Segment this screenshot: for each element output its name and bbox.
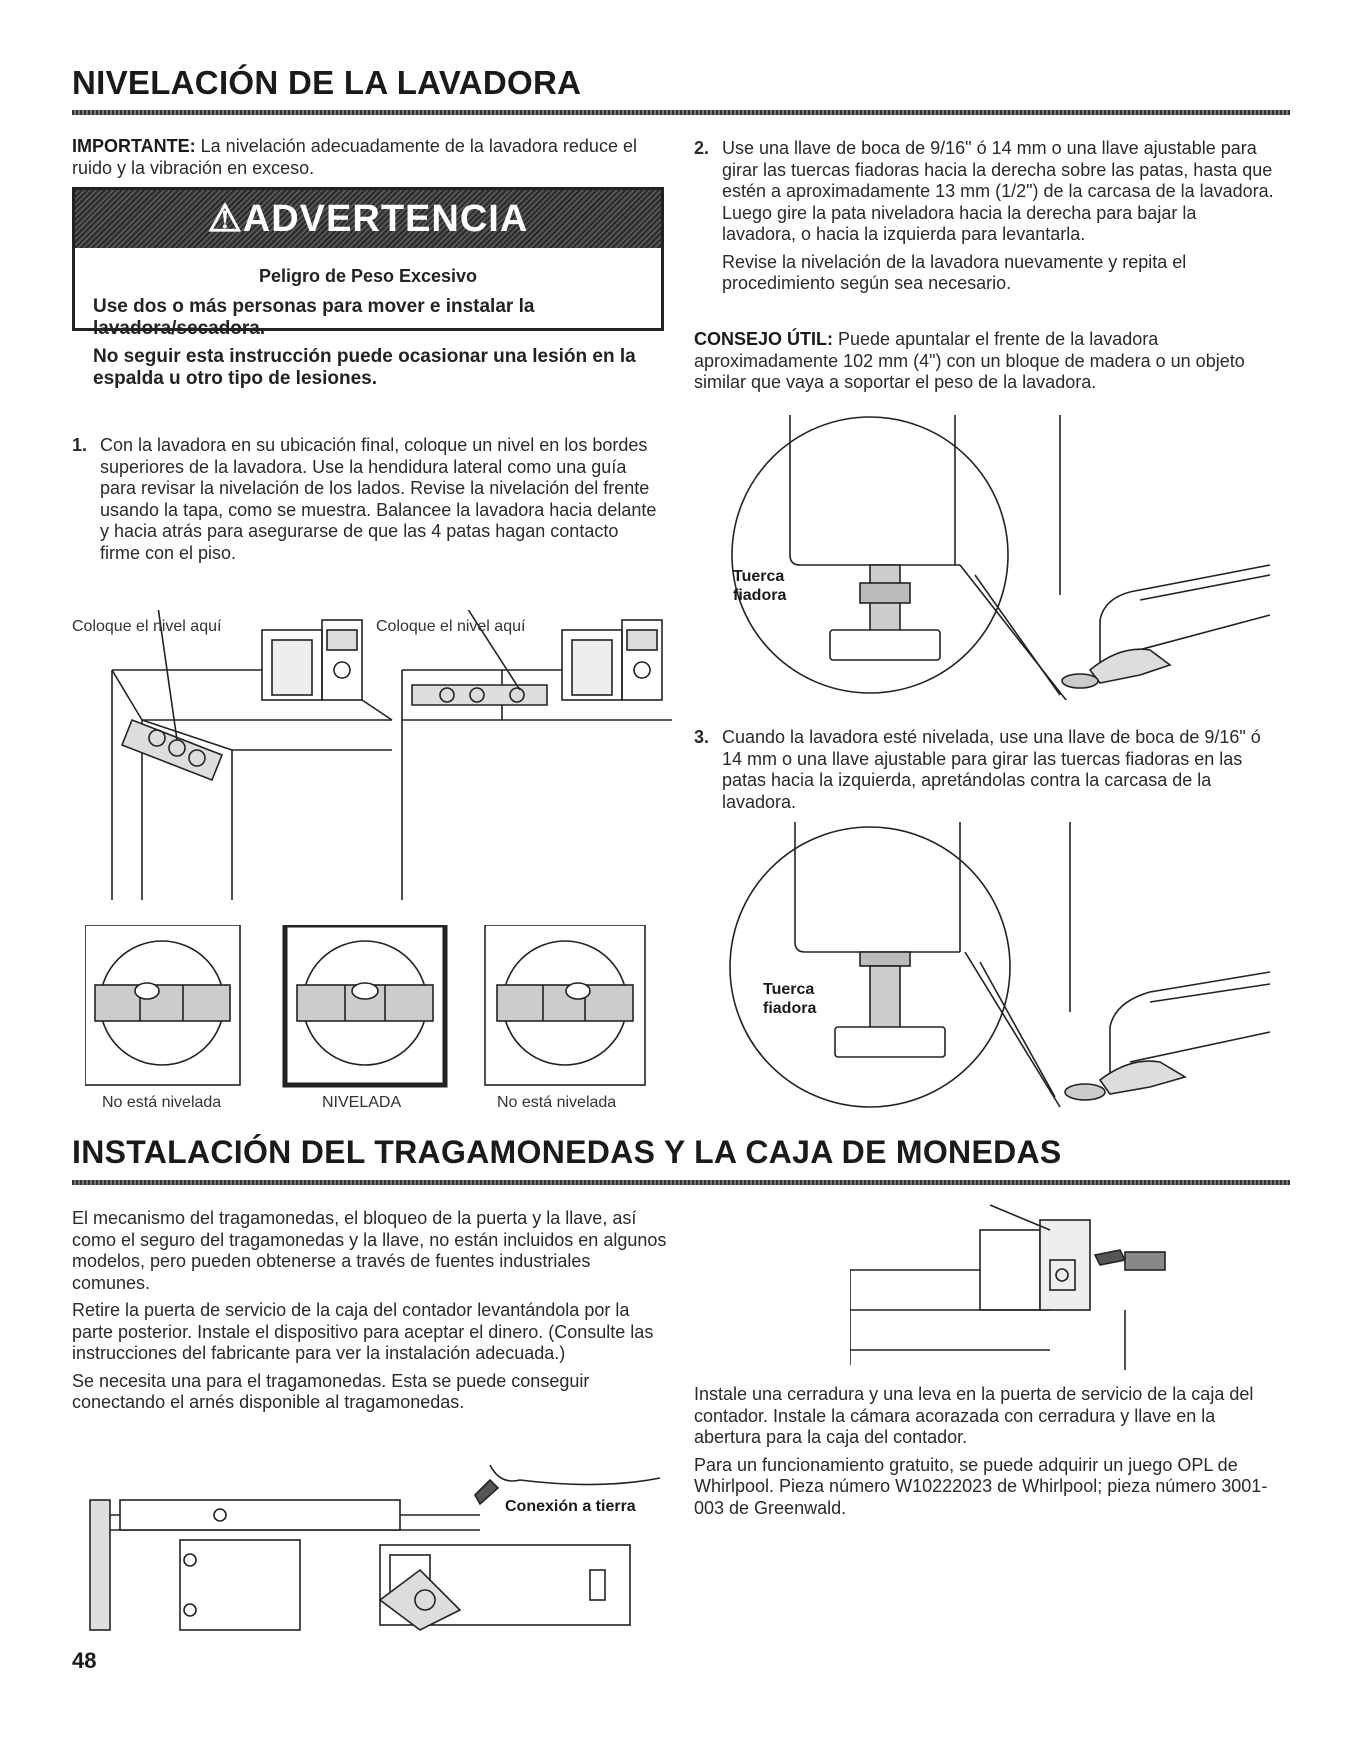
coin-right-column (694, 1384, 1284, 1519)
tip-paragraph (694, 329, 1284, 394)
warning-header (75, 190, 661, 248)
nut-label-1-line-2: fiadora (733, 587, 787, 604)
lock-nut-illustration-1 (720, 415, 1280, 700)
step-number: 3. (694, 727, 710, 747)
callout-right: Coloque el nivel aquí (376, 618, 526, 635)
step-2-text: Use una llave de boca de 9/16" ó 14 mm o una llave ajustable para girar las tuercas fiadoras hacia la derecha sobre las patas, hasta que estén a aproximadamente 13 mm (1/2") de la carcasa de la lavadora. Luego gire la pata niveladora hacia la derecha para bajar la lavadora, o hacia la izquierda para levantarla. (722, 138, 1274, 244)
tip-text: Puede apuntalar el frente de la lavadora aproximadamente 102 mm (4") con un bloque de madera o un objeto similar que vaya a soportar el peso de la lavadora. (694, 329, 1245, 392)
warning-triangle-icon: ⚠ (207, 198, 243, 240)
nut-label-2-line-2: fiadora (763, 1000, 817, 1017)
step-2-text-2: Revise la nivelación de la lavadora nuevamente y repita el procedimiento según sea necesario. (722, 251, 1187, 293)
callout-left: Coloque el nivel aquí (72, 618, 222, 635)
step-number: 1. (72, 435, 88, 455)
level-caption-3: No está nivelada (497, 1094, 617, 1111)
important-text: La nivelación adecuadamente de la lavadora reduce el ruido y la vibración en exceso. (72, 136, 637, 178)
important-label: IMPORTANTE: (72, 136, 196, 156)
warning-box (72, 187, 664, 389)
level-caption-2: NIVELADA (322, 1094, 402, 1111)
page-number: 48 (72, 1648, 97, 1673)
important-note (72, 136, 662, 179)
tip-label: CONSEJO ÚTIL: (694, 329, 834, 349)
coin-paragraph-1: El mecanismo del tragamonedas, el bloqueo de la puerta y la llave, así como el seguro del tragamonedas y la llave, no están incluidos en algunos modelos, pero pueden obtenerse a través de fuentes industriales comunes. (72, 1208, 667, 1293)
coin-paragraph-2: Retire la puerta de servicio de la caja del contador levantándola por la parte posterior. Instale el dispositivo para aceptar el dinero. (Consulte las instrucciones del fabricante para ver la instalación adecuada.) (72, 1300, 654, 1363)
warning-line-2: No seguir esta instrucción puede ocasionar una lesión en la espalda u otro tipo de lesiones. (93, 346, 636, 389)
nut-label-2-line-1: Tuerca (763, 981, 815, 998)
coin-paragraph-4: Instale una cerradura y una leva en la puerta de servicio de la caja del contador. Instale la cámara acorazada con cerradura y llave en la abertura para la caja del contador. (694, 1384, 1254, 1447)
level-caption-1: No está nivelada (102, 1094, 222, 1111)
washer-level-illustration (72, 610, 672, 900)
nut-label-1-line-1: Tuerca (733, 568, 785, 585)
coin-left-column (72, 1208, 672, 1414)
step-2 (694, 138, 1274, 301)
lock-nut-illustration-2 (720, 822, 1280, 1112)
step-1-text: Con la lavadora en su ubicación final, coloque un nivel en los bordes superiores de la lavadora. Use la hendidura lateral como una guía para revisar la nivelación de los lados. Revise la nivelación del frente usando la tapa, como se muestra. Balancee la lavadora hacia delante y hacia atrás para asegurarse de que las 4 patas hagan contacto firme con el piso. (100, 435, 657, 563)
ground-label: Conexión a tierra (505, 1498, 636, 1515)
coin-vault-illustration (850, 1200, 1180, 1370)
nut-label-2 (763, 980, 816, 1018)
coin-slide-illustration (80, 1460, 670, 1640)
level-panels (85, 925, 655, 1095)
step-3 (694, 727, 1274, 819)
coin-paragraph-3: Se necesita una para el tragamonedas. Esta se puede conseguir conectando el arnés disponible al tragamonedas. (72, 1370, 590, 1412)
warning-header-text: ADVERTENCIA (242, 198, 529, 240)
warning-line-1: Use dos o más personas para mover e instalar la lavadora/secadora. (93, 296, 535, 339)
section-rule (72, 1180, 1290, 1185)
step-number: 2. (694, 138, 710, 158)
section-title-coin-box: INSTALACIÓN DEL TRAGAMONEDAS Y LA CAJA DE MONEDAS (72, 1134, 1062, 1170)
section-rule (72, 110, 1290, 115)
section-title-leveling: NIVELACIÓN DE LA LAVADORA (72, 64, 582, 101)
step-3-text: Cuando la lavadora esté nivelada, use una llave de boca de 9/16" ó 14 mm o una llave ajustable para girar las tuercas fiadoras en las patas hacia la izquierda, apretándolas contra la carcasa de la lavadora. (722, 727, 1261, 812)
warning-title: Peligro de Peso Excesivo (258, 266, 478, 286)
step-1 (72, 435, 662, 570)
coin-paragraph-5: Para un funcionamiento gratuito, se puede adquirir un juego OPL de Whirlpool. Pieza número W10222023 de Whirlpool; pieza número 3001-003 de Greenwald. (694, 1454, 1268, 1518)
nut-label-1 (733, 567, 786, 605)
